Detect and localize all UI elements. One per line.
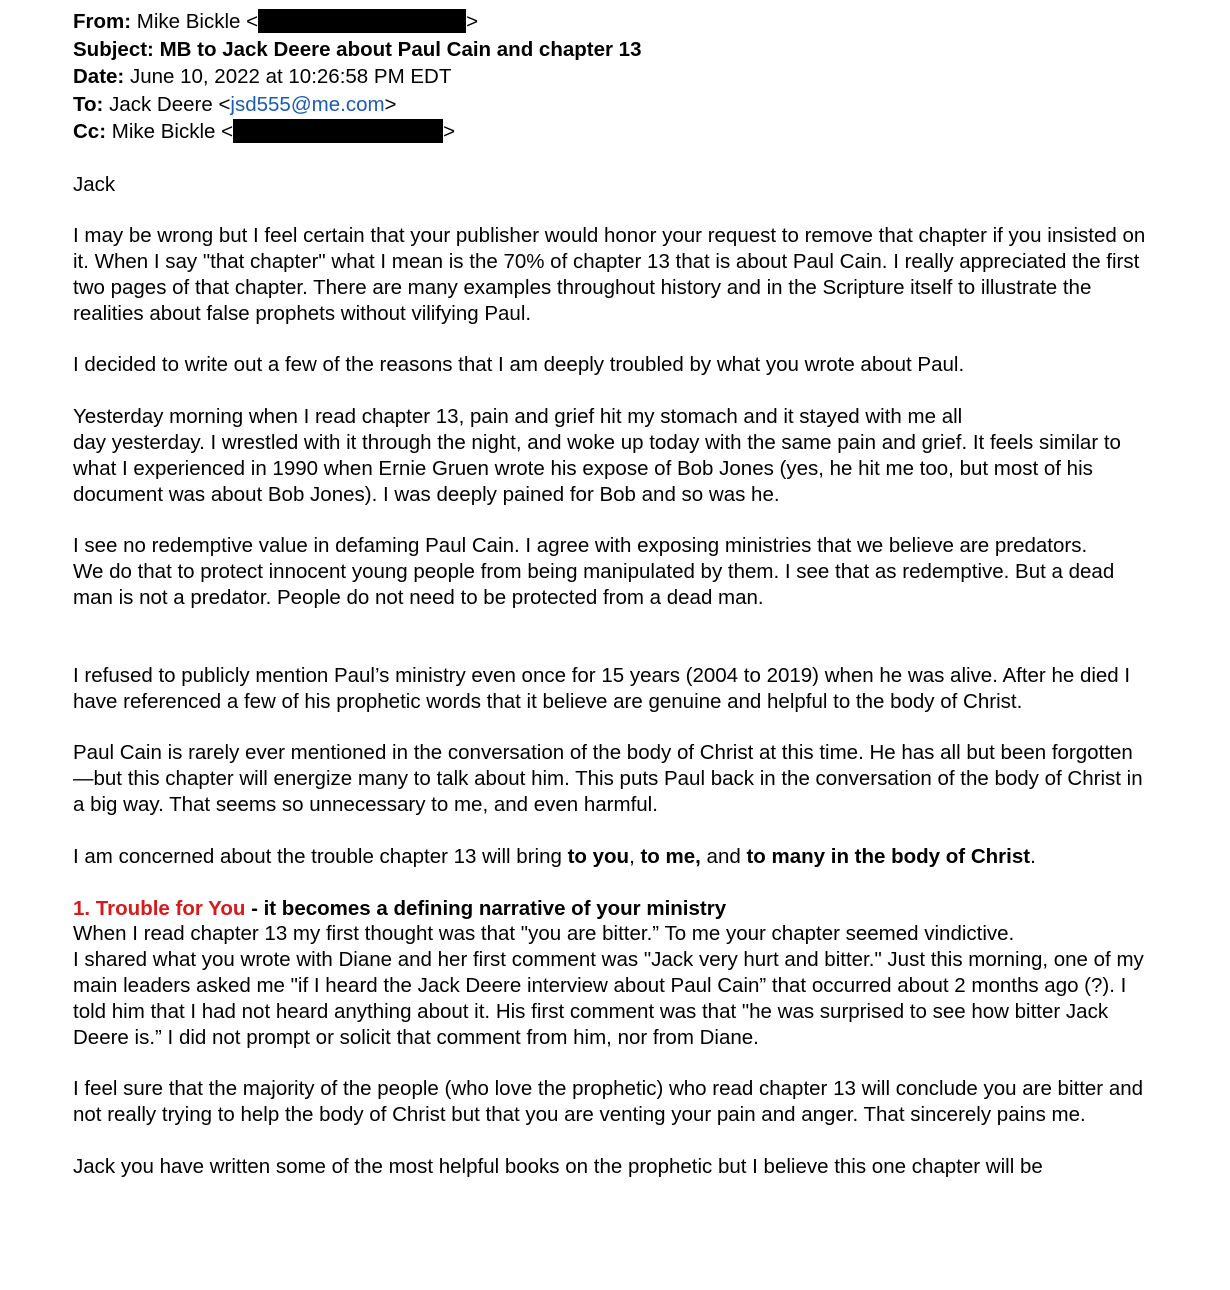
date-value: June 10, 2022 at 10:26:58 PM EDT bbox=[129, 65, 452, 88]
cc-close: > bbox=[443, 120, 456, 143]
paragraph-5: I refused to publicly mention Paul’s ministry even once for 15 years (2004 to 2019) when he was alive. After he died I have referenced a few of his prophetic words that it believe are genuine and helpful to the body of Christ. bbox=[73, 663, 1131, 713]
paragraph-9: I feel sure that the majority of the people (who love the prophetic) who read chapter 13 will conclude you are bitter and not really trying to help the body of Christ but that you are venting your pain and anger. That sincerely pains me. bbox=[73, 1077, 1144, 1127]
paragraph-6: Paul Cain is rarely ever mentioned in the conversation of the body of Christ at this time. He has all but been forgotten—but this chapter will energize many to talk about him. This puts Paul back in the conversation of the body of Christ in a big way. That seems so unnecessary to me, and even harmful. bbox=[73, 741, 1143, 817]
p7-and: and bbox=[700, 844, 747, 868]
from-close: > bbox=[466, 10, 479, 33]
greeting: Jack bbox=[73, 172, 116, 196]
paragraph-2: I decided to write out a few of the reasons that I am deeply troubled by what you wrote about Paul. bbox=[73, 353, 965, 377]
date-label: Date: bbox=[73, 65, 125, 88]
email-body bbox=[73, 172, 1153, 1180]
p7-bold-you: to you bbox=[567, 844, 630, 868]
cc-label: Cc: bbox=[73, 120, 107, 143]
p7-period: . bbox=[1030, 844, 1036, 868]
to-close: > bbox=[384, 92, 397, 116]
paragraph-10: Jack you have written some of the most helpful books on the prophetic but I believe this one chapter will be bbox=[73, 1155, 1043, 1179]
to-name: Jack Deere < bbox=[109, 92, 231, 116]
redacted-email bbox=[233, 119, 443, 143]
section-1 bbox=[73, 896, 1153, 1051]
paragraph-4b: We do that to protect innocent young people from being manipulated by them. I see that as redemptive. But a dead man is not a predator. People do not need to be protected from a dead man. bbox=[73, 560, 1115, 610]
p7-bold-me: to me, bbox=[640, 844, 701, 868]
paragraph-1: I may be wrong but I feel certain that your publisher would honor your request to remove that chapter if you insisted on it. When I say "that chapter" what I mean is the 70% of chapter 13 that is about Paul Cain. I really appreciated the first two pages of that chapter. There are many examples throughout history and in the Scripture itself to illustrate the realities about false prophets without vilifying Paul. bbox=[73, 224, 1146, 325]
paragraph-3-rest: day yesterday. I wrestled with it through the night, and woke up today with the same pain and grief. It feels similar to what I experienced in 1990 when Ernie Gruen wrote his expose of Bob Jones (yes, he hit me too, but most of his document was about Bob Jones). I was deeply pained for Bob and so was he. bbox=[73, 431, 1121, 506]
cc-line bbox=[73, 118, 1153, 146]
paragraph-8-rest: I shared what you wrote with Diane and her first comment was "Jack very hurt and bitter." Just this morning, one of my main leaders asked me "if I heard the Jack Deere interview about Paul Cain” that occurred about 2 months ago (?). I told him that I had not heard anything about it. His first comment was that "he was surprised to see how bitter Jack Deere is.” I did not prompt or solicit that comment from him, nor from Diane. bbox=[73, 948, 1144, 1049]
p7-text: I am concerned about the trouble chapter 13 will bring bbox=[73, 844, 568, 868]
paragraph-3-line-1: Yesterday morning when I read chapter 13, pain and grief hit my stomach and it stayed with me all bbox=[73, 405, 963, 429]
paragraph-4a: I see no redemptive value in defaming Paul Cain. I agree with exposing ministries that we believe are predators. bbox=[73, 534, 1088, 558]
paragraph-7 bbox=[73, 844, 1153, 870]
p7-sep: , bbox=[629, 844, 641, 868]
date-line bbox=[73, 63, 1153, 91]
from-line bbox=[73, 8, 1153, 36]
cc-name: Mike Bickle < bbox=[111, 120, 234, 143]
paragraph-3 bbox=[73, 404, 1153, 507]
subject-label: Subject: bbox=[73, 37, 154, 61]
from-label: From: bbox=[73, 10, 132, 33]
redacted-email bbox=[258, 9, 466, 33]
subject-value: MB to Jack Deere about Paul Cain and chapter 13 bbox=[159, 37, 642, 61]
to-line bbox=[73, 91, 1153, 119]
paragraph-8-line-1: When I read chapter 13 my first thought was that "you are bitter.” To me your chapter seemed vindictive. bbox=[73, 922, 1015, 946]
email-page bbox=[73, 8, 1153, 1206]
to-label: To: bbox=[73, 92, 104, 116]
section-1-heading: 1. Trouble for You bbox=[73, 896, 246, 920]
from-name: Mike Bickle < bbox=[136, 10, 259, 33]
section-1-subheading: - it becomes a defining narrative of your ministry bbox=[245, 896, 727, 920]
subject-line bbox=[73, 36, 1153, 64]
to-email-link[interactable]: jsd555@me.com bbox=[230, 92, 385, 116]
p7-bold-many: to many in the body of Christ bbox=[746, 844, 1031, 868]
